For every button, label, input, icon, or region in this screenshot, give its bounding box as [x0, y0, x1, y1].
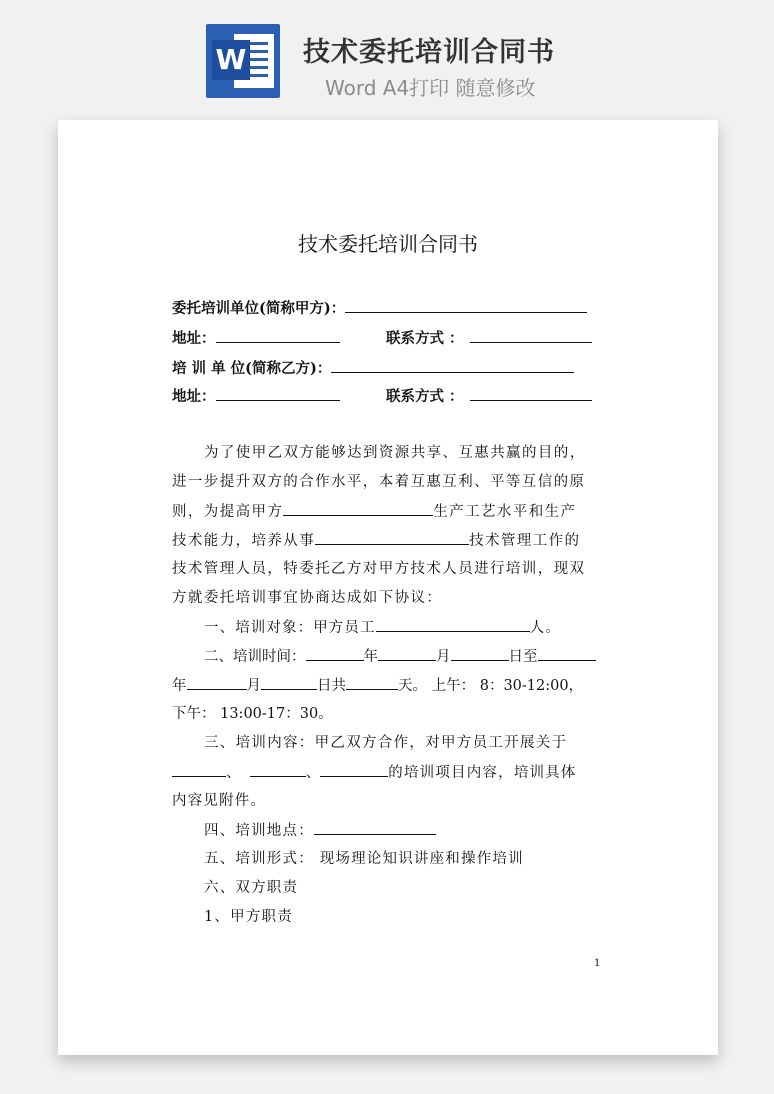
end-year-blank[interactable] — [538, 646, 596, 661]
party-a-contact-blank[interactable] — [470, 328, 592, 343]
morning-hours: 上午： 8：30-12:00， — [431, 678, 584, 694]
banner-subtitle: Word A4打印 随意修改 — [325, 76, 536, 100]
field-blank[interactable] — [315, 530, 469, 545]
address-label-2: 地址： — [172, 388, 216, 405]
item-5-line: 五、培训形式： 现场理论知识讲座和操作培训 — [204, 851, 524, 867]
start-year-blank[interactable] — [306, 646, 364, 661]
intro-line-3 — [172, 501, 576, 522]
staff-count-blank[interactable] — [376, 617, 530, 632]
year-label: 年 — [363, 649, 378, 665]
afternoon-hours: 下午： 13:00-17：30。 — [172, 706, 333, 722]
total-days-blank[interactable] — [346, 675, 398, 690]
party-a-address-line — [172, 328, 340, 349]
word-document-icon — [206, 24, 280, 98]
intro-line-1: 为了使甲乙双方能够达到资源共享、互惠共赢的目的， — [204, 445, 586, 461]
intro-line-4-text-a: 技术能力，培养从事 — [172, 533, 316, 549]
content-blank-3[interactable] — [320, 762, 388, 777]
content-blank-2[interactable] — [250, 762, 306, 777]
party-a-address-blank[interactable] — [216, 328, 340, 343]
item-4-text: 四、培训地点： — [204, 823, 314, 839]
start-day-blank[interactable] — [451, 646, 509, 661]
intro-line-6: 方就委托培训事宜协商达成如下协议： — [172, 590, 443, 606]
item-1-suffix: 人。 — [529, 620, 561, 636]
party-b-address-line — [172, 386, 340, 407]
intro-line-2: 进一步提升双方的合作水平，本着互惠互利、平等互信的原 — [172, 474, 586, 490]
separator-2: 、 — [305, 765, 321, 781]
days-label: 天。 — [398, 678, 427, 694]
intro-line-3-text-b: 生产工艺水平和生产 — [433, 504, 577, 520]
month-label-2: 月 — [246, 678, 261, 694]
item-1-line — [204, 617, 561, 638]
technology-blank[interactable] — [283, 501, 433, 516]
item-2-text: 二、培训时间： — [204, 649, 306, 665]
header-banner — [0, 0, 774, 110]
contact-label: 联系方式 ： — [386, 330, 464, 347]
document-title: 技术委托培训合同书 — [298, 232, 478, 256]
item-4-line — [204, 820, 436, 841]
item-3-text-b: 的培训项目内容，培训具体 — [388, 765, 577, 781]
total-label: 日共 — [317, 678, 346, 694]
item-3-line-2 — [172, 762, 577, 783]
intro-line-3-text-a: 则，为提高甲方 — [172, 504, 284, 520]
month-label: 月 — [436, 649, 451, 665]
intro-line-4-text-b: 技术管理工作的 — [469, 533, 581, 549]
word-letter: W — [212, 40, 250, 80]
start-month-blank[interactable] — [378, 646, 436, 661]
party-a-label: 委托培训单位(简称甲方)： — [172, 300, 346, 317]
item-3-line: 三、培训内容：甲乙双方合作，对甲方员工开展关于 — [204, 735, 568, 751]
document-page — [58, 120, 718, 1055]
address-label: 地址： — [172, 330, 216, 347]
banner-title: 技术委托培训合同书 — [303, 37, 555, 68]
party-a-blank[interactable] — [345, 298, 587, 313]
party-b-contact-line — [386, 386, 592, 407]
party-b-label: 培 训 单 位(简称乙方)： — [172, 360, 332, 377]
item-3-line-3: 内容见附件。 — [172, 793, 267, 809]
item-6-line: 六、双方职责 — [204, 880, 299, 896]
separator-1: 、 — [226, 765, 241, 781]
party-a-contact-line — [386, 328, 592, 349]
intro-line-4 — [172, 530, 580, 551]
intro-line-5: 技术管理人员，特委托乙方对甲方技术人员进行培训，现双 — [172, 561, 586, 577]
item-2-line-2 — [172, 675, 583, 696]
content-blank-1[interactable] — [172, 762, 226, 777]
item-1-text: 一、培训对象：甲方员工 — [204, 620, 376, 636]
day-to-label: 日至 — [508, 649, 538, 665]
party-b-address-blank[interactable] — [216, 386, 340, 401]
page-number: 1 — [594, 958, 601, 969]
party-a-line — [172, 298, 587, 319]
party-b-contact-blank[interactable] — [470, 386, 592, 401]
party-b-blank[interactable] — [331, 358, 574, 373]
end-month-blank[interactable] — [187, 675, 247, 690]
item-6-1-line: 1、甲方职责 — [204, 909, 293, 925]
end-day-blank[interactable] — [261, 675, 317, 690]
item-2-line — [204, 646, 596, 667]
year-label-2: 年 — [172, 678, 187, 694]
contact-label-2: 联系方式 ： — [386, 388, 464, 405]
location-blank[interactable] — [314, 820, 436, 835]
party-b-line — [172, 358, 574, 379]
